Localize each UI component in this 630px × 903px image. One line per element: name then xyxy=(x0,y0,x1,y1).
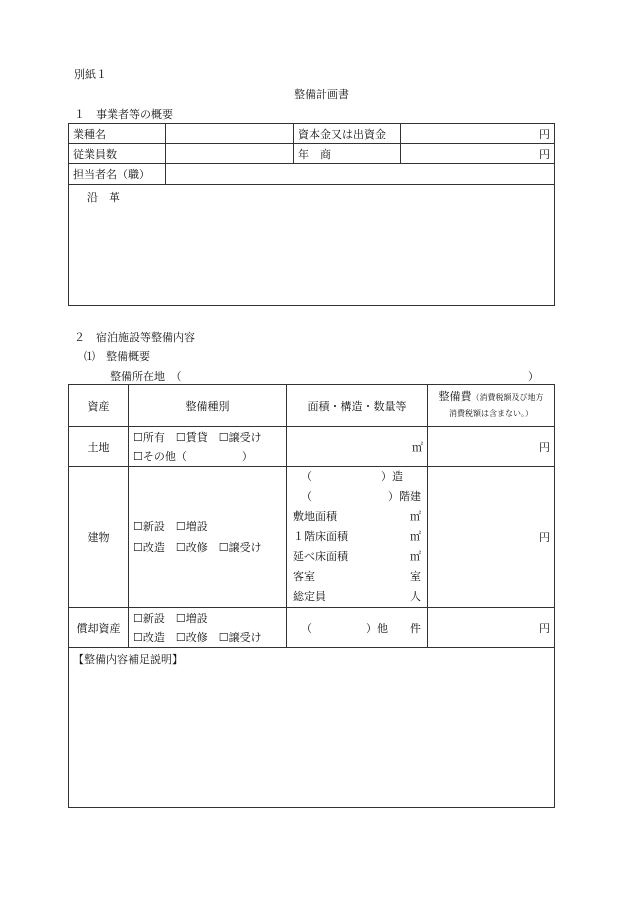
depreciable-close: ）他 件 xyxy=(366,621,421,635)
structure-open: （ xyxy=(301,470,312,483)
header-asset: 資産 xyxy=(69,385,129,427)
land-options[interactable] xyxy=(129,427,287,467)
site-area-label: 敷地面積 xyxy=(293,510,337,523)
facility-plan-table xyxy=(68,384,555,808)
depreciable-label: 償却資産 xyxy=(69,608,129,648)
depreciable-cost-unit: 円 xyxy=(539,621,550,635)
cost-label: 整備費 xyxy=(438,390,472,403)
structure-close: ）造 xyxy=(381,470,403,483)
location-label: 整備所在地 （ xyxy=(110,370,182,383)
total-area-label: 延べ床面積 xyxy=(293,550,348,563)
history-field[interactable] xyxy=(69,185,555,306)
depreciable-options-line1[interactable]: ☐新設 ☐増設 xyxy=(133,611,208,625)
cost-note-2: 消費税額は含まない。） xyxy=(449,409,533,418)
person-field[interactable] xyxy=(166,164,555,185)
building-options-line1[interactable]: ☐新設 ☐増設 xyxy=(133,520,208,533)
land-options-line1[interactable]: ☐所有 ☐賃貸 ☐譲受け xyxy=(133,430,262,444)
rooms-unit: 室 xyxy=(410,570,421,583)
land-label: 土地 xyxy=(69,427,129,467)
header-type: 整備種別 xyxy=(129,385,287,427)
depreciable-options[interactable] xyxy=(129,608,287,648)
subsection-overview: ⑴ 整備概要 xyxy=(84,350,150,363)
location-close: ） xyxy=(528,370,539,383)
land-cost-field[interactable] xyxy=(428,427,555,467)
header-area: 面積・構造・数量等 xyxy=(287,385,428,427)
business-overview-table xyxy=(68,123,555,306)
supplement-field[interactable] xyxy=(69,648,555,808)
sales-field[interactable] xyxy=(401,144,555,164)
header-cost xyxy=(428,385,555,427)
depreciable-open: （ xyxy=(301,621,312,635)
section2-heading: ２ 宿泊施設等整備内容 xyxy=(74,331,195,344)
capital-label: 資本金又は出資金 xyxy=(294,124,401,144)
floor1-area-unit: ㎡ xyxy=(410,530,421,543)
document-title: 整備計画書 xyxy=(294,88,349,101)
depreciable-options-line2[interactable]: ☐改造 ☐改修 ☐譲受け xyxy=(133,630,262,644)
sales-unit: 円 xyxy=(539,147,550,161)
employees-label: 従業員数 xyxy=(69,144,166,164)
capital-field[interactable] xyxy=(401,124,555,144)
building-label: 建物 xyxy=(69,467,129,608)
depreciable-cost-field[interactable] xyxy=(428,608,555,648)
employees-field[interactable] xyxy=(166,144,294,164)
industry-label: 業種名 xyxy=(69,124,166,144)
industry-field[interactable] xyxy=(166,124,294,144)
person-label: 担当者名（職） xyxy=(69,164,166,185)
capacity-label: 総定員 xyxy=(293,590,326,603)
total-area-unit: ㎡ xyxy=(410,550,421,563)
capital-unit: 円 xyxy=(539,127,550,141)
land-options-line2[interactable]: ☐その他（ ） xyxy=(133,449,253,463)
building-cost-unit: 円 xyxy=(539,531,550,544)
land-cost-unit: 円 xyxy=(539,440,550,454)
rooms-label: 客室 xyxy=(293,570,315,583)
floors-open: （ xyxy=(301,490,312,503)
appendix-label: 別紙１ xyxy=(74,68,107,81)
building-details[interactable] xyxy=(287,467,428,608)
section1-heading: １ 事業者等の概要 xyxy=(74,108,173,121)
building-options-line2[interactable]: ☐改造 ☐改修 ☐譲受け xyxy=(133,541,262,554)
building-cost-field[interactable] xyxy=(428,467,555,608)
site-area-unit: ㎡ xyxy=(410,510,421,523)
floor1-area-label: １階床面積 xyxy=(293,530,348,543)
capacity-unit: 人 xyxy=(410,590,421,603)
depreciable-quantity-field[interactable] xyxy=(287,608,428,648)
land-area-unit: ㎡ xyxy=(412,440,423,454)
supplement-label: 【整備内容補足説明】 xyxy=(73,653,183,666)
land-area-field[interactable] xyxy=(287,427,428,467)
building-options[interactable] xyxy=(129,467,287,608)
sales-label: 年 商 xyxy=(294,144,401,164)
location-field[interactable] xyxy=(194,366,524,382)
cost-note-1: （消費税額及び地方 xyxy=(471,393,544,402)
floors-close: ）階建 xyxy=(388,490,421,503)
history-label: 沿 革 xyxy=(87,191,120,204)
